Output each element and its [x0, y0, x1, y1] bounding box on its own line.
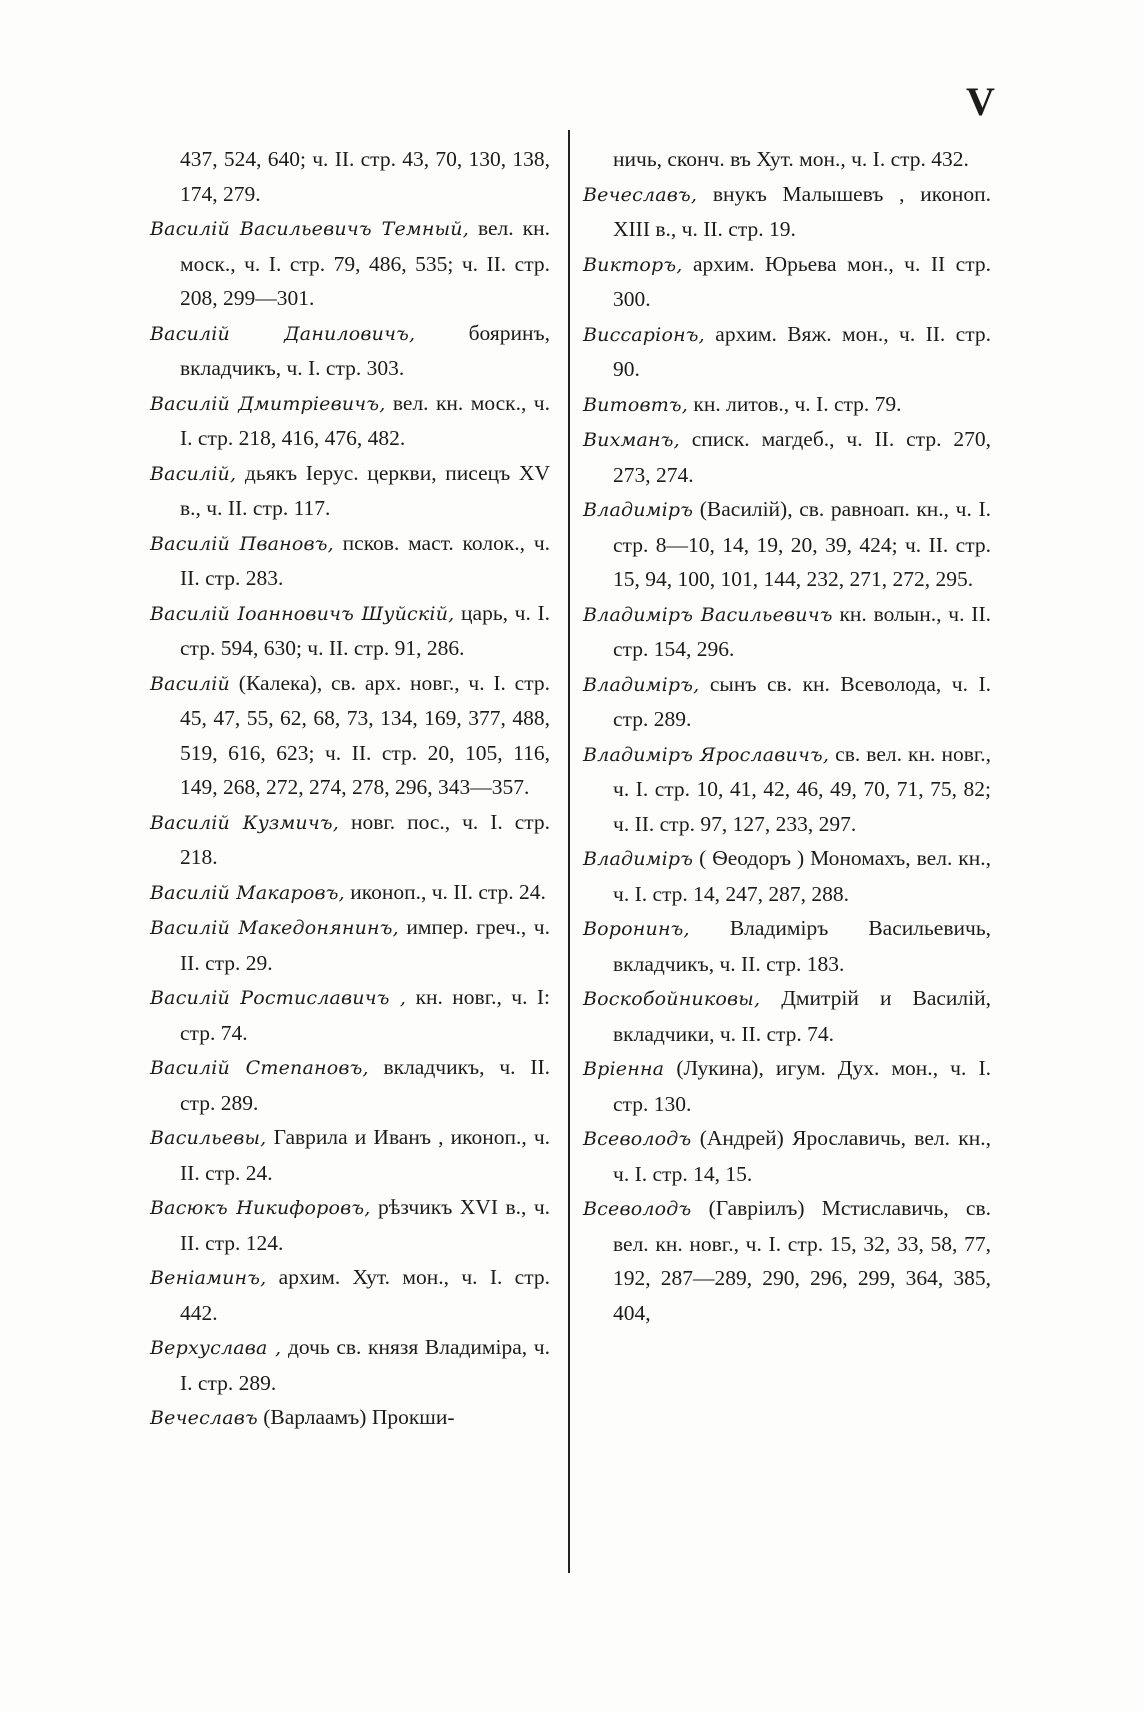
entry-headword: Василій Македонянинъ, [150, 917, 399, 939]
entry-headword: Василій Васильевичъ Темный, [150, 218, 469, 240]
index-entry [583, 247, 991, 317]
index-entry [150, 980, 550, 1050]
entry-headword: Владиміръ [583, 848, 694, 870]
entry-headword: Воскобойниковы, [583, 988, 761, 1010]
entry-headword: Василій Іоанновичъ Шуйскій, [150, 602, 455, 625]
entry-text: (Лукина), игум. Дух. мон., ч. I. стр. 130. [613, 1056, 991, 1116]
index-entry [150, 910, 550, 980]
entry-headword: Викторъ, [583, 253, 683, 276]
entry-text: (Андрей) Ярославичь, вел. кн., ч. I. стр. 14, 15. [613, 1126, 991, 1186]
entry-text: вел. кн. моск., ч. I. стр. 79, 486, 535; ч. II. стр. 208, 299—301. [180, 216, 550, 310]
index-entry [583, 597, 991, 667]
entry-text: кн. волын., ч. II. стр. 154, 296. [613, 601, 991, 661]
entry-text: архим. Хут. мон., ч. I. стр. 442. [180, 1265, 551, 1325]
index-entry [150, 142, 550, 211]
entry-headword: Всеволодъ [583, 1198, 692, 1220]
entry-text: вел. кн. моск., ч. I. стр. 218, 416, 476, 482. [180, 390, 550, 450]
index-entry [150, 596, 550, 666]
entry-text: кн. литов., ч. I. стр. 79. [693, 391, 902, 416]
entry-text: иконоп., ч. II. стр. 24. [350, 879, 546, 904]
page-number: V [966, 79, 995, 124]
index-entry [583, 667, 991, 737]
index-entry [583, 142, 991, 177]
index-entry [583, 737, 991, 842]
entry-headword: Владиміръ Васильевичъ [583, 603, 833, 626]
entry-text: ничь, сконч. въ Хут. мон., ч. I. стр. 432. [613, 147, 969, 171]
entry-headword: Василій Даниловичъ, [150, 322, 416, 345]
entry-headword: Василій Ростиславичъ , [150, 987, 407, 1009]
index-entry [150, 386, 550, 456]
index-entry [150, 1330, 550, 1400]
entry-headword: Василій Степановъ, [150, 1057, 369, 1079]
index-entry [583, 981, 991, 1051]
entry-text: (Гавріилъ) Мстиславичь, св. вел. кн. новг., ч. I. стр. 15, 32, 33, 58, 77, 192, 287—289, 290, 296, 299, 364, 385, 404, [613, 1196, 991, 1325]
index-entry [583, 492, 991, 597]
index-entry [583, 1191, 991, 1330]
entry-headword: Василій [150, 672, 230, 695]
entry-text: Дмитрій и Василій, вкладчики, ч. II. стр. 74. [613, 986, 991, 1046]
index-entry [150, 211, 550, 316]
index-entry [150, 316, 550, 386]
entry-headword: Васильевы, [150, 1127, 267, 1149]
index-entry [150, 666, 550, 805]
index-entry [150, 805, 550, 875]
entry-text: архим. Вяж. мон., ч. II. стр. 90. [613, 321, 992, 381]
entry-text: вкладчикъ, ч. II. стр. 289. [180, 1055, 550, 1115]
entry-text: ( Ѳеодоръ ) Мономахъ, вел. кн., ч. I. стр. 14, 247, 287, 288. [613, 846, 991, 906]
entry-headword: Василій Кузмичъ, [150, 811, 339, 834]
entry-text: Владиміръ Васильевичь, вкладчикъ, ч. II. стр. 183. [613, 916, 991, 976]
index-entry [583, 841, 991, 911]
entry-headword: Василій Макаровъ, [150, 881, 345, 904]
entry-text: списк. магдеб., ч. II. стр. 270, 273, 274. [613, 427, 992, 487]
entry-headword: Витовтъ, [583, 393, 689, 416]
entry-text: дочь св. князя Владиміра, ч. I. стр. 289. [180, 1335, 550, 1395]
index-entry [150, 1260, 550, 1330]
entry-headword: Вечеславъ, [583, 183, 698, 206]
entry-text: дьякъ Іерус. церкви, писецъ XV в., ч. II. стр. 117. [180, 460, 550, 520]
index-entry [150, 1190, 550, 1260]
entry-text: (Василій), св. равноап. кн., ч. I. стр. 8—10, 14, 19, 20, 39, 424; ч. II. стр. 15, 94, 100, 101, 144, 232, 271, 272, 295. [613, 497, 992, 591]
entry-headword: Всеволодъ [583, 1128, 692, 1150]
index-column-left [150, 142, 550, 1436]
entry-headword: Вихманъ, [583, 429, 680, 451]
index-entry [150, 526, 550, 596]
index-entry [583, 387, 991, 423]
entry-headword: Веніаминъ, [150, 1267, 267, 1289]
entry-headword: Вечеславъ [150, 1407, 258, 1429]
entry-text: архим. Юрьева мон., ч. II стр. 300. [613, 251, 991, 311]
index-entry [583, 911, 991, 981]
entry-text: бояринъ, вкладчикъ, ч. I. стр. 303. [180, 320, 550, 380]
entry-headword: Владиміръ, [583, 673, 700, 696]
entry-text: рѣзчикъ XVI в., ч. II. стр. 124. [180, 1195, 551, 1255]
column-divider [568, 130, 570, 1573]
index-entry [583, 1051, 991, 1121]
entry-text: царь, ч. I. стр. 594, 630; ч. II. стр. 91, 286. [180, 600, 551, 660]
entry-text: новг. пос., ч. I. стр. 218. [180, 809, 551, 869]
entry-text: сынъ св. кн. Всеволода, ч. I. стр. 289. [613, 671, 992, 731]
entry-text: св. вел. кн. новг., ч. I. стр. 10, 41, 42, 46, 49, 70, 71, 75, 82; ч. II. стр. 97, 127, 233, 297. [613, 741, 991, 836]
entry-headword: Василій Дмитріевичъ, [150, 392, 386, 415]
entry-headword: Владиміръ Ярославичъ, [583, 743, 830, 766]
index-column-right [583, 142, 991, 1330]
entry-text: внукъ Малышевъ , иконоп. XIII в., ч. II. стр. 19. [613, 181, 991, 241]
entry-text: Гаврила и Иванъ , иконоп., ч. II. стр. 24. [180, 1125, 551, 1185]
entry-text: псков. маст. колок., ч. II. стр. 283. [180, 530, 551, 590]
entry-headword: Воронинъ, [583, 918, 690, 940]
index-entry [583, 1121, 991, 1191]
entry-headword: Верхуслава , [150, 1337, 282, 1359]
entry-headword: Василій, [150, 462, 237, 485]
entry-headword: Васюкъ Никифоровъ, [150, 1197, 371, 1219]
entry-headword: Вріенна [583, 1058, 665, 1080]
index-entry [150, 1400, 550, 1436]
entry-text: кн. новг., ч. I: стр. 74. [180, 985, 551, 1045]
entry-text: импер. греч., ч. II. стр. 29. [180, 915, 550, 975]
index-entry [583, 317, 991, 387]
index-entry [150, 456, 550, 526]
entry-text: (Варлаамъ) Прокши- [263, 1405, 455, 1429]
entry-text: 437, 524, 640; ч. II. стр. 43, 70, 130, 138, 174, 279. [180, 147, 550, 206]
entry-headword: Владиміръ [583, 499, 694, 521]
index-entry [583, 177, 991, 247]
index-entry [583, 422, 991, 492]
index-entry [150, 1120, 550, 1190]
entry-text: (Калека), св. арх. новг., ч. I. стр. 45, 47, 55, 62, 68, 73, 134, 169, 377, 488, 519, 616, 623; ч. II. стр. 20, 105, 116, 149, 268, 272, 274, 278, 296, 343—357. [180, 670, 550, 799]
entry-headword: Виссаріонъ, [583, 323, 705, 346]
index-entry [150, 875, 550, 911]
entry-headword: Василій Пвановъ, [150, 532, 334, 555]
index-entry [150, 1050, 550, 1120]
